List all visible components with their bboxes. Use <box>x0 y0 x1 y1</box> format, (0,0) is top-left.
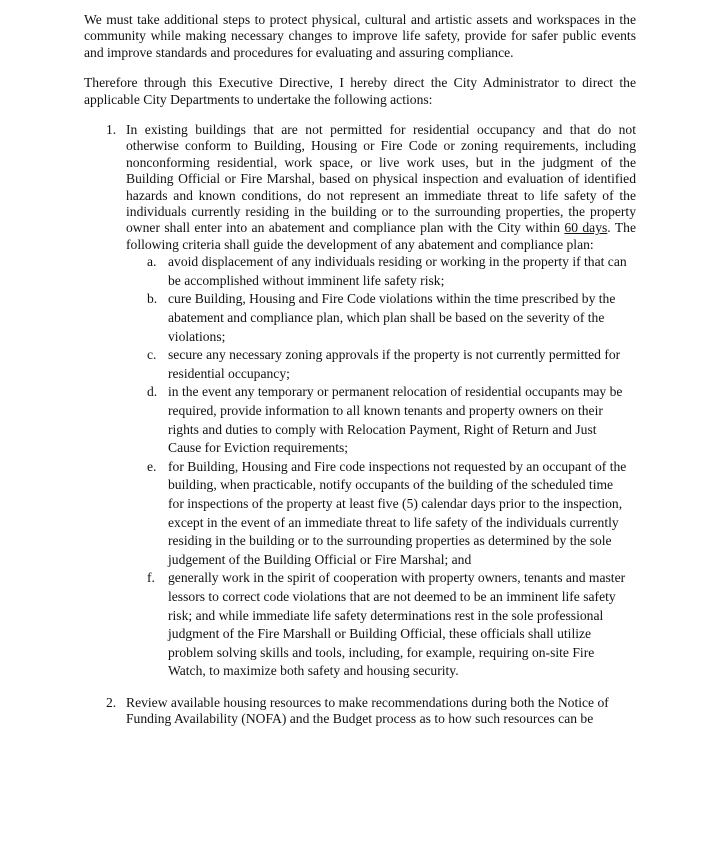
criteria-letter: c. <box>147 347 157 363</box>
criteria-item-f <box>126 569 636 681</box>
criteria-item-e <box>126 458 636 570</box>
document-page <box>84 12 636 742</box>
action-item-text: Review available housing resources to make recommendations during both the Notice of Funding Availability (NOFA) and the Budget process as to how such resources can be <box>126 694 609 727</box>
action-item-text-tail: . The following criteria shall guide the development of any abatement and compliance plan: <box>126 220 636 252</box>
criteria-item-b <box>126 290 636 346</box>
action-list <box>84 122 636 728</box>
criteria-item-d <box>126 383 636 457</box>
criteria-text: for Building, Housing and Fire code inspections not requested by an occupant of the building, when practicable, notify occupants of the building of the scheduled time for inspections of the property at least five (5) calendar days prior to the inspection, except in the event of an immediate threat to life safety of the individuals currently residing in the building or to the surrounding properties as determined by the sole judgement of the Building Official or Fire Marshal; and <box>168 458 627 567</box>
action-item-number: 2. <box>106 694 117 710</box>
criteria-item-c <box>126 346 636 383</box>
criteria-text: cure Building, Housing and Fire Code violations within the time prescribed by the abatement and compliance plan, which plan shall be based on the severity of the violations; <box>168 291 616 344</box>
directive-paragraph: Therefore through this Executive Directive, I hereby direct the City Administrator to direct the applicable City Departments to undertake the following actions: <box>84 75 636 107</box>
criteria-letter: e. <box>147 458 157 474</box>
criteria-letter: d. <box>147 384 158 400</box>
action-item-text-lead: In existing buildings that are not permitted for residential occupancy and that do not otherwise conform to Building, Housing or Fire Code or zoning requirements, including nonconforming residential, work space, or live work uses, but in the judgment of the Building Official or Fire Marshal, based on physical inspection and evaluation of identified hazards and known conditions, do not represent an immediate threat to life safety of the individuals currently residing in the building or to the surrounding properties, the property owner shall enter into an abatement and compliance plan with the City within <box>126 122 636 236</box>
criteria-list <box>126 253 636 681</box>
criteria-text: generally work in the spirit of cooperation with property owners, tenants and master lessors to correct code violations that are not deemed to be an imminent life safety risk; and while immediate life safety determinations rest in the sole professional judgment of the Fire Marshall or Building Official, these officials shall utilize problem solving skills and tools, including, for example, requiring on-site Fire Watch, to maximize both safety and housing security. <box>168 570 626 679</box>
intro-paragraph: We must take additional steps to protect physical, cultural and artistic assets and workspaces in the community while making necessary changes to improve life safety, provide for safer public events and improve standards and procedures for evaluating and assuring compliance. <box>84 12 636 60</box>
criteria-letter: a. <box>147 254 157 270</box>
criteria-letter: f. <box>147 570 155 586</box>
action-item-text <box>126 122 636 253</box>
action-item-2 <box>84 695 636 728</box>
criteria-text: in the event any temporary or permanent relocation of residential occupants may be required, provide information to all known tenants and property owners on their rights and duties to comply with Relocation Payment, Right of Return and Just Cause for Eviction requirements; <box>168 384 623 456</box>
criteria-text: avoid displacement of any individuals residing or working in the property if that can be accomplished without imminent life safety risk; <box>168 254 627 288</box>
criteria-item-a <box>126 253 636 290</box>
action-item-number: 1. <box>106 122 117 138</box>
criteria-letter: b. <box>147 291 158 307</box>
action-item-1 <box>84 122 636 681</box>
criteria-text: secure any necessary zoning approvals if the property is not currently permitted for residential occupancy; <box>168 347 621 381</box>
deadline-text: 60 days <box>564 220 608 236</box>
